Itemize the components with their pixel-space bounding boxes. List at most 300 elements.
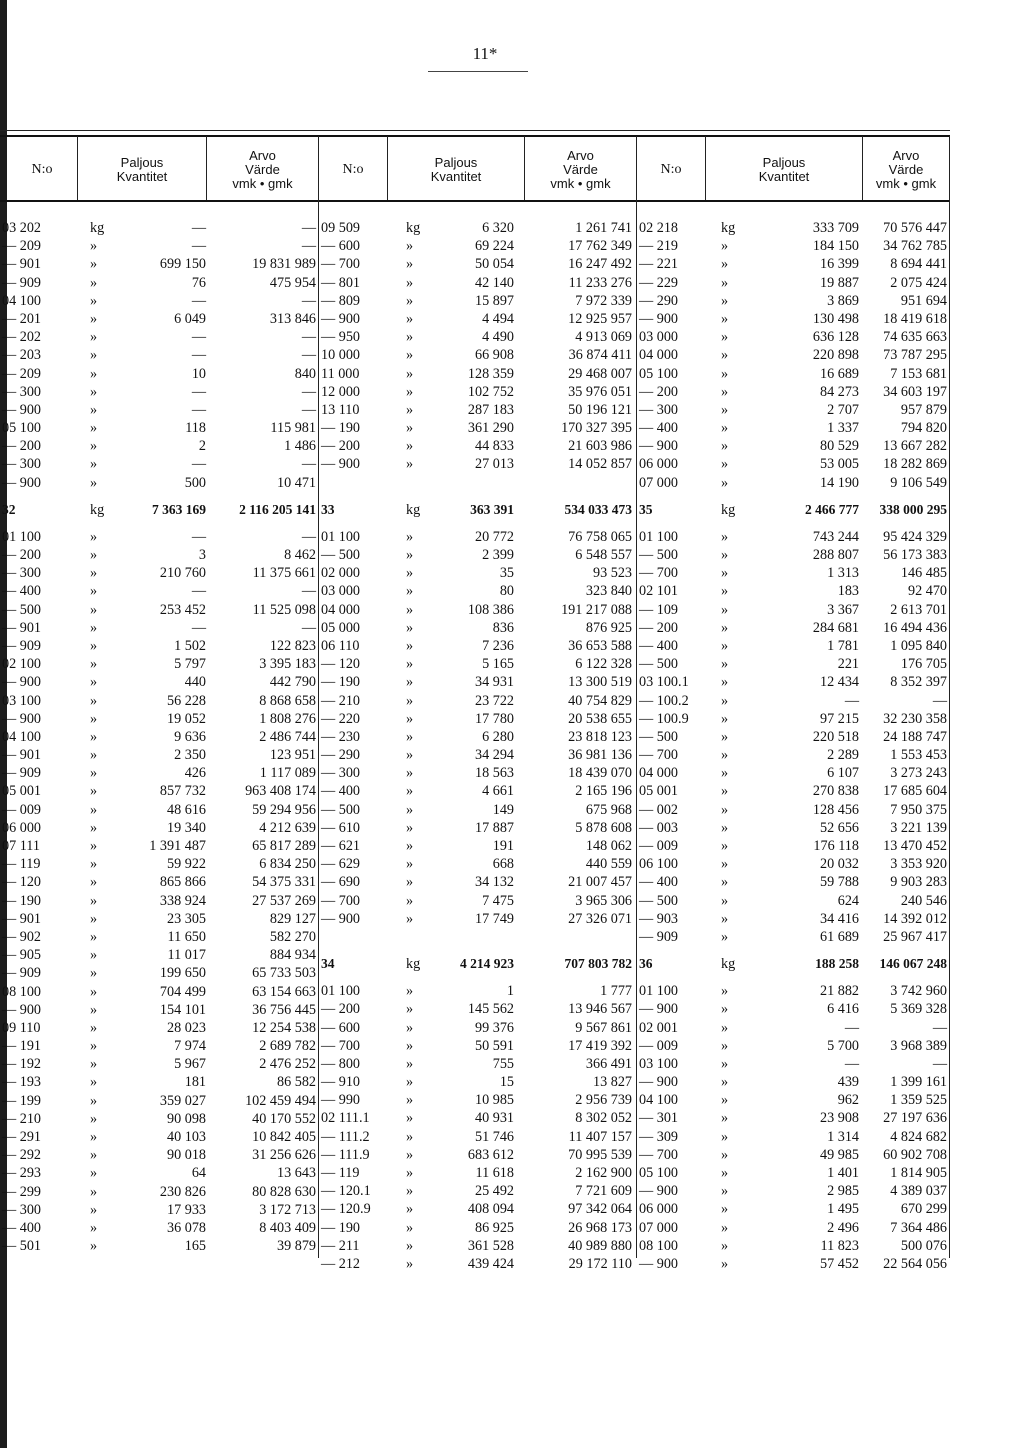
item-number: — 002	[639, 801, 679, 818]
quantity-cell: 1 781	[827, 637, 859, 654]
item-number: — 700	[639, 1146, 679, 1163]
table-row	[0, 1001, 318, 1019]
item-number: — 500	[2, 601, 42, 618]
table-row	[637, 255, 949, 273]
quantity-cell: 50 591	[474, 1037, 514, 1054]
table-row	[637, 892, 949, 910]
item-number: 01 100	[321, 983, 361, 1000]
value-cell: 10 471	[276, 474, 316, 491]
quantity-cell: 3 869	[827, 292, 859, 309]
quantity-cell: 10 985	[474, 1092, 514, 1109]
value-cell: 3 395 183	[259, 656, 316, 673]
item-number: — 621	[321, 838, 361, 854]
unit-mark: »	[406, 547, 414, 563]
value-cell: 3 273 243	[890, 765, 947, 782]
table-row	[319, 728, 636, 746]
unit-mark: »	[406, 1055, 414, 1072]
table-row	[319, 782, 636, 800]
value-cell: 1 261 741	[575, 220, 632, 236]
value-cell: 148 062	[585, 838, 632, 854]
table-row	[0, 528, 318, 546]
item-number: — 400	[639, 637, 679, 654]
value-cell: 13 300 519	[568, 674, 632, 691]
unit-mark: »	[90, 1201, 98, 1218]
table-row	[319, 274, 636, 292]
value-cell: 18 419 618	[883, 310, 947, 327]
item-number: — 400	[639, 874, 679, 891]
item-number: — 190	[2, 892, 42, 909]
quantity-cell: —	[191, 329, 206, 346]
unit-mark: »	[90, 1129, 98, 1145]
item-number: — 209	[2, 238, 42, 255]
unit-mark: »	[721, 747, 729, 764]
quantity-cell: 333 709	[812, 220, 859, 236]
item-number: 03 100	[2, 692, 42, 709]
unit-mark: »	[90, 565, 98, 582]
unit-mark: »	[721, 1237, 729, 1254]
group-number: 36	[639, 956, 653, 972]
table-row	[637, 401, 949, 419]
quantity-cell: —	[191, 528, 206, 545]
quantity-cell: 34 132	[474, 874, 514, 891]
unit-mark: »	[90, 947, 98, 964]
value-cell: 7 950 375	[890, 801, 947, 818]
quantity-cell: 6 107	[827, 765, 859, 782]
item-number: 01 100	[639, 528, 679, 545]
item-number: — 900	[639, 438, 679, 455]
unit-mark: »	[721, 1165, 729, 1181]
value-cell: 36 653 588	[568, 637, 632, 654]
value-cell: 7 364 486	[890, 1219, 947, 1236]
quantity-cell: 440	[184, 674, 206, 691]
group-total-row	[0, 492, 318, 528]
table-row	[319, 601, 636, 619]
value-cell: 20 538 655	[568, 710, 632, 727]
table-row	[0, 1092, 318, 1110]
unit-mark: »	[721, 256, 729, 273]
value-cell: 3 221 139	[890, 819, 947, 836]
quantity-cell: 2 496	[827, 1219, 859, 1236]
item-number: — 909	[2, 965, 42, 982]
table-row	[319, 564, 636, 582]
quantity-cell: 3	[198, 547, 206, 563]
table-row	[0, 710, 318, 728]
table-row	[637, 474, 949, 492]
table-row	[319, 1182, 636, 1200]
value-cell: 16 494 436	[883, 619, 947, 636]
unit-mark: »	[90, 583, 98, 600]
value-cell: 70 995 539	[568, 1146, 632, 1163]
value-cell: 4 824 682	[890, 1128, 947, 1145]
item-number: — 500	[639, 656, 679, 673]
value-cell: 3 353 920	[890, 856, 947, 873]
quantity-cell: 56 228	[166, 692, 206, 709]
unit-mark: »	[406, 383, 414, 400]
unit-mark: »	[721, 1055, 729, 1072]
quantity-cell: 21 882	[819, 983, 859, 1000]
item-number: — 300	[2, 565, 42, 582]
quantity-cell: —	[191, 220, 206, 236]
table-row	[637, 237, 949, 255]
value-cell: 951 694	[900, 292, 947, 309]
value-cell: 86 582	[276, 1074, 316, 1091]
table-row	[637, 437, 949, 455]
value-cell: 6 834 250	[259, 856, 316, 873]
item-number: 04 100	[639, 1092, 679, 1109]
item-number: 01 100	[639, 983, 679, 1000]
value-cell: 2 956 739	[575, 1092, 632, 1109]
table-row	[0, 1073, 318, 1091]
table-row	[319, 710, 636, 728]
quantity-cell: 199 650	[159, 965, 206, 982]
quantity-cell: 624	[837, 892, 859, 909]
unit-mark: »	[90, 474, 98, 491]
unit-mark: »	[721, 983, 729, 1000]
value-cell: 24 188 747	[883, 728, 947, 745]
value-cell: 56 173 383	[883, 547, 947, 563]
quantity-cell: 210 760	[159, 565, 206, 582]
value-cell: 794 820	[900, 420, 947, 437]
table-row	[0, 855, 318, 873]
unit-mark: »	[90, 528, 98, 545]
table-row	[319, 219, 636, 237]
unit-mark: »	[90, 347, 98, 364]
table-row	[637, 764, 949, 782]
unit-mark: »	[90, 1219, 98, 1236]
value-cell: 40 170 552	[252, 1110, 316, 1127]
unit-mark: »	[721, 474, 729, 491]
table-row	[0, 746, 318, 764]
value-cell: 73 787 295	[883, 347, 947, 364]
header-qty-fi: Paljous	[434, 155, 478, 170]
table-row	[637, 837, 949, 855]
item-number: — 109	[639, 601, 679, 618]
value-cell: 27 537 269	[252, 892, 316, 909]
value-cell: 829 127	[269, 910, 316, 927]
unit-mark: »	[406, 1092, 414, 1109]
unit-mark: »	[90, 365, 98, 382]
quantity-cell: 86 925	[474, 1219, 514, 1236]
item-number: 03 000	[321, 583, 361, 600]
value-cell: 191 217 088	[561, 601, 632, 618]
unit-mark: »	[406, 1128, 414, 1145]
item-number: — 501	[2, 1238, 42, 1255]
item-number: — 900	[639, 1183, 679, 1200]
unit-mark: »	[721, 619, 729, 636]
unit-mark: »	[406, 1165, 414, 1181]
value-cell: 442 790	[269, 674, 316, 691]
value-cell: 2 476 252	[259, 1056, 316, 1073]
item-number: 07 111	[2, 838, 40, 854]
value-cell: 2 486 744	[259, 728, 316, 745]
table-row	[0, 1110, 318, 1128]
quantity-cell: 19 887	[819, 274, 859, 291]
table-row	[319, 1037, 636, 1055]
quantity-cell: 59 788	[819, 874, 859, 891]
unit-mark: kg	[721, 956, 736, 973]
value-cell: 7 721 609	[575, 1183, 632, 1200]
item-number: 05 000	[321, 619, 361, 636]
header-no-label: N:o	[342, 162, 364, 177]
quantity-cell: 10	[191, 365, 206, 382]
unit-mark: »	[406, 1219, 414, 1236]
quantity-cell: 15 897	[474, 292, 514, 309]
value-cell: 146 067 248	[879, 956, 947, 972]
header-no	[637, 142, 705, 198]
quantity-cell: 40 103	[166, 1129, 206, 1145]
quantity-cell: 1 337	[827, 420, 859, 437]
table-row	[0, 946, 318, 964]
value-cell: 1 095 840	[890, 637, 947, 654]
item-number: — 200	[321, 438, 361, 455]
table-row	[319, 1255, 636, 1273]
unit-mark: »	[406, 310, 414, 327]
table-row	[0, 328, 318, 346]
quantity-cell: 270 838	[812, 783, 859, 800]
table-row	[0, 983, 318, 1001]
table-row	[319, 1055, 636, 1073]
group-number: 32	[2, 501, 16, 517]
item-number: 03 100.1	[639, 674, 689, 691]
table-row	[0, 564, 318, 582]
quantity-cell: 44 833	[474, 438, 514, 455]
value-cell: 876 925	[585, 619, 632, 636]
unit-mark: »	[406, 1146, 414, 1163]
unit-mark: »	[406, 910, 414, 927]
unit-mark: »	[406, 1074, 414, 1091]
item-number: — 202	[2, 329, 42, 346]
unit-mark: »	[721, 1092, 729, 1109]
value-cell: 13 667 282	[883, 438, 947, 455]
value-cell: 36 756 445	[252, 1001, 316, 1018]
quantity-cell: 4 490	[482, 329, 514, 346]
item-number: — 120.9	[321, 1201, 371, 1218]
top-rule-thin	[0, 130, 950, 131]
table-row	[319, 855, 636, 873]
unit-mark: »	[90, 1165, 98, 1182]
value-cell: —	[301, 383, 316, 400]
group-total-row	[319, 492, 636, 528]
value-cell: 17 685 604	[883, 783, 947, 800]
value-cell: —	[301, 401, 316, 418]
value-cell: 7 153 681	[890, 365, 947, 382]
value-cell: 240 546	[900, 892, 947, 909]
quantity-cell: 361 290	[467, 420, 514, 437]
quantity-cell: 34 416	[819, 910, 859, 927]
quantity-cell: —	[191, 347, 206, 364]
unit-mark: »	[721, 892, 729, 909]
table-row	[637, 1037, 949, 1055]
item-number: 07 000	[639, 474, 679, 491]
group-number: 35	[639, 501, 653, 517]
table-row	[637, 910, 949, 928]
item-number: 01 100	[2, 528, 42, 545]
header-quantity	[78, 142, 206, 198]
quantity-cell: 165	[184, 1238, 206, 1255]
table-row	[319, 292, 636, 310]
unit-mark: »	[721, 819, 729, 836]
quantity-cell: 2 985	[827, 1183, 859, 1200]
quantity-cell: 188 258	[815, 956, 859, 972]
quantity-cell: 6 280	[482, 728, 514, 745]
unit-mark: »	[721, 1019, 729, 1036]
table-row	[0, 1128, 318, 1146]
header-qty-fi: Paljous	[762, 155, 806, 170]
quantity-cell: 20 032	[819, 856, 859, 873]
header-val-fi: Arvo	[249, 148, 276, 163]
value-cell: 670 299	[900, 1201, 947, 1218]
unit-mark: »	[90, 1056, 98, 1073]
value-cell: 3 968 389	[890, 1037, 947, 1054]
unit-mark: »	[721, 565, 729, 582]
unit-mark: »	[406, 747, 414, 764]
item-number: — 900	[2, 1001, 42, 1018]
unit-mark: »	[406, 274, 414, 291]
item-number: — 230	[321, 728, 361, 745]
table-row	[637, 365, 949, 383]
item-number: 06 110	[321, 637, 360, 654]
item-number: 03 202	[2, 220, 42, 236]
value-cell: —	[932, 692, 947, 709]
table-row	[319, 1237, 636, 1255]
unit-mark: »	[90, 1074, 98, 1091]
item-number: — 300	[2, 456, 42, 473]
value-cell: 19 831 989	[252, 256, 316, 273]
value-cell: 34 603 197	[883, 383, 947, 400]
unit-mark: »	[721, 1128, 729, 1145]
value-cell: 440 559	[585, 856, 632, 873]
quantity-cell: 184 150	[812, 238, 859, 255]
quantity-cell: 1 502	[174, 637, 206, 654]
item-number: — 210	[2, 1110, 42, 1127]
table-row	[319, 1219, 636, 1237]
unit-mark: »	[406, 728, 414, 745]
quantity-cell: 90 098	[166, 1110, 206, 1127]
item-number: 04 100	[2, 728, 42, 745]
quantity-cell: 102 752	[467, 383, 514, 400]
unit-mark: »	[406, 674, 414, 691]
value-cell: 313 846	[269, 310, 316, 327]
table-row	[637, 274, 949, 292]
unit-mark: »	[90, 619, 98, 636]
value-cell: 17 419 392	[568, 1037, 632, 1054]
quantity-cell: 857 732	[159, 783, 206, 800]
quantity-cell: 7 363 169	[152, 501, 206, 517]
quantity-cell: 221	[837, 656, 859, 673]
unit-mark: »	[721, 637, 729, 654]
table-row	[319, 910, 636, 928]
unit-mark: »	[721, 601, 729, 618]
value-cell: 1 553 453	[890, 747, 947, 764]
value-cell: 11 525 098	[252, 601, 316, 618]
unit-mark: »	[721, 347, 729, 364]
table-row	[637, 1164, 949, 1182]
table-row	[319, 928, 636, 946]
value-cell: 92 470	[907, 583, 947, 600]
value-cell: 5 878 608	[575, 819, 632, 836]
quantity-cell: 66 908	[474, 347, 514, 364]
value-cell: 63 154 663	[252, 983, 316, 1000]
value-cell: 8 403 409	[259, 1219, 316, 1236]
table-row	[319, 692, 636, 710]
unit-mark: »	[721, 583, 729, 600]
item-number: — 290	[639, 292, 679, 309]
item-number: — 400	[2, 583, 42, 600]
value-cell: 12 925 957	[568, 310, 632, 327]
header-quantity	[706, 142, 862, 198]
quantity-cell: 230 826	[159, 1183, 206, 1200]
table-row	[319, 764, 636, 782]
value-cell: —	[932, 1019, 947, 1036]
unit-mark: kg	[406, 501, 421, 518]
item-number: 02 101	[639, 583, 679, 600]
item-number: — 909	[2, 637, 42, 654]
quantity-cell: —	[191, 456, 206, 473]
table-row	[319, 383, 636, 401]
value-cell: 50 196 121	[568, 401, 632, 418]
unit-mark: »	[406, 438, 414, 455]
value-cell: 13 470 452	[883, 838, 947, 854]
quantity-cell: 363 391	[470, 501, 514, 517]
quantity-cell: 27 013	[474, 456, 514, 473]
value-cell: 8 462	[284, 547, 316, 563]
value-cell: 29 468 007	[568, 365, 632, 382]
table-row	[0, 892, 318, 910]
header-qty-sv: Kvantitet	[758, 169, 810, 184]
quantity-cell: 181	[184, 1074, 206, 1091]
item-number: 03 000	[639, 329, 679, 346]
table-row	[637, 601, 949, 619]
unit-mark: »	[721, 801, 729, 818]
item-number: — 009	[2, 801, 42, 818]
unit-mark: »	[721, 438, 729, 455]
unit-mark: »	[406, 528, 414, 545]
value-cell: 8 302 052	[575, 1110, 632, 1127]
item-number: — 192	[2, 1056, 42, 1073]
item-number: — 191	[2, 1038, 42, 1055]
unit-mark: »	[90, 383, 98, 400]
header-no	[8, 142, 76, 198]
unit-mark: »	[406, 692, 414, 709]
table-row	[319, 1109, 636, 1127]
item-number: 04 100	[2, 292, 42, 309]
table-row	[637, 1219, 949, 1237]
unit-mark: »	[721, 674, 729, 691]
quantity-cell: 668	[492, 856, 514, 873]
value-cell: 74 635 663	[883, 329, 947, 346]
unit-mark: »	[406, 329, 414, 346]
table-row	[637, 292, 949, 310]
unit-mark: »	[406, 1183, 414, 1200]
table-row	[0, 1201, 318, 1219]
value-cell: 6 122 328	[575, 656, 632, 673]
unit-mark: »	[721, 1037, 729, 1054]
table-row	[319, 1091, 636, 1109]
value-cell: —	[301, 220, 316, 236]
unit-mark: »	[90, 928, 98, 945]
quantity-cell: 284 681	[812, 619, 859, 636]
unit-mark: »	[721, 710, 729, 727]
table-row	[0, 1219, 318, 1237]
item-number: 10 000	[321, 347, 361, 364]
table-row	[637, 1019, 949, 1037]
value-cell: 70 576 447	[883, 220, 947, 236]
quantity-cell: 4 214 923	[460, 956, 514, 972]
value-cell: 97 342 064	[568, 1201, 632, 1218]
quantity-cell: 53 005	[819, 456, 859, 473]
item-number: — 500	[321, 547, 361, 563]
table-row	[637, 1109, 949, 1127]
